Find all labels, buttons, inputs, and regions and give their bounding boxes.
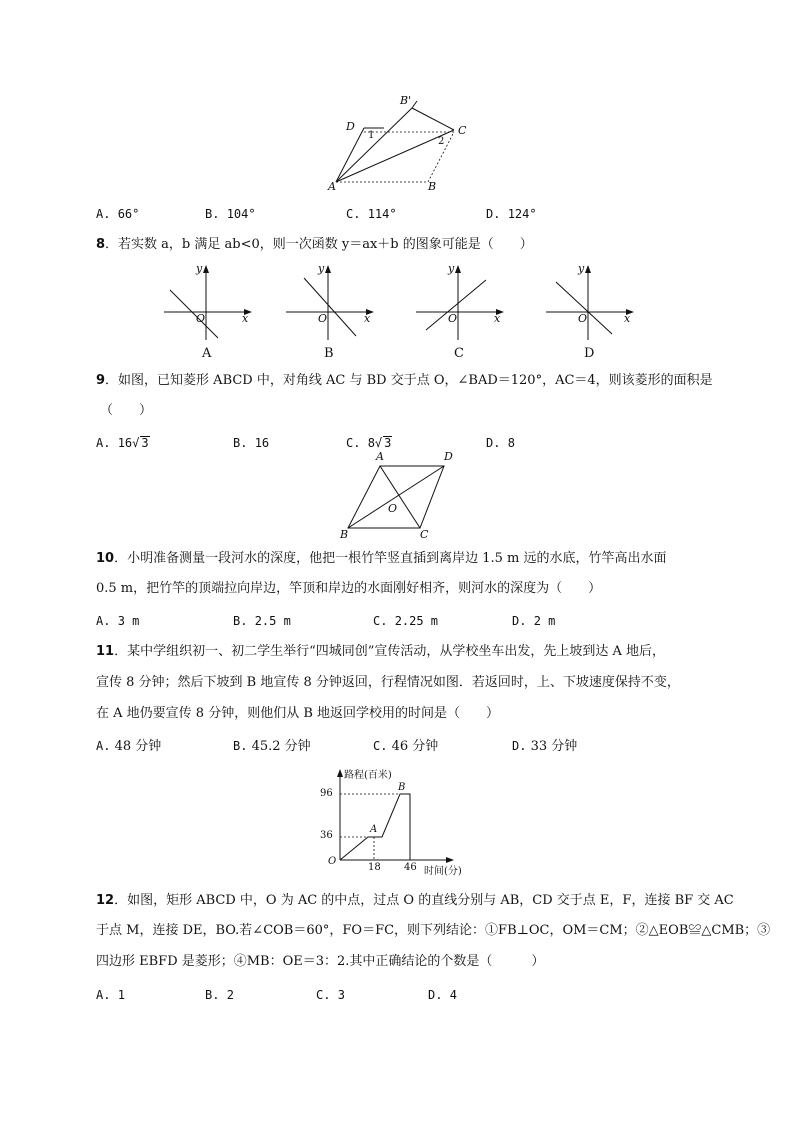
q10-number: 10: [96, 551, 115, 566]
q8-number: 8: [96, 237, 106, 252]
q12-option-b: B. 2: [205, 988, 234, 1002]
q7-label-c: C: [458, 124, 467, 137]
q11-point-b: B: [398, 782, 406, 793]
q9-option-a: A. 16√ 3: [96, 436, 149, 450]
q11-option-d: D. 33 分钟: [512, 739, 578, 754]
q9-figure: [336, 450, 466, 542]
q9-option-c: C. 8√ 3: [346, 436, 392, 450]
q11-graph: [310, 764, 480, 876]
q12-option-c: C. 3: [316, 988, 345, 1002]
q11-tick-96: 96: [320, 788, 333, 799]
q11-xlabel: 时间(分): [424, 866, 462, 877]
q10-question-line1: [96, 550, 667, 568]
q11-option-a: A. 48 分钟: [96, 739, 162, 754]
q7-label-angle1: 1: [368, 130, 375, 141]
q9-question-line2: （ ）: [100, 403, 153, 418]
q8-text: ．若实数 a，b 满足 ab<0，则一次函数 y＝ax＋b 的图象可能是（ ）: [105, 237, 533, 252]
q8-c-x: x: [494, 312, 501, 325]
q8-c-o: O: [448, 312, 458, 325]
q8-d-o: O: [578, 312, 588, 325]
q12-text-1: ．如图，矩形 ABCD 中，O 为 AC 的中点，过点 O 的直线分别与 AB，CD 交于点 E，F，连接 BF 交 AC: [114, 893, 734, 908]
q11-question-line2: 宣传 8 分钟；然后下坡到 B 地宣传 8 分钟返回，行程情况如图．若返回时，上、下坡速度保持不变，: [96, 675, 680, 690]
q11-origin: O: [328, 856, 337, 867]
q8-b-y: y: [318, 262, 325, 275]
q11-option-c: C. 46 分钟: [373, 739, 439, 754]
q9-label-a: A: [376, 450, 384, 463]
q11-ylabel: 路程(百米): [344, 770, 392, 781]
q8-b-x: x: [364, 312, 371, 325]
q7-label-angle2: 2: [438, 136, 445, 147]
q11-question-line3: 在 A 地仍要宣传 8 分钟，则他们从 B 地返回学校用的时间是（ ）: [96, 706, 500, 721]
q8-a-y: y: [196, 262, 203, 275]
q9-question-line1: [96, 372, 713, 390]
q10-option-d: D. 2 m: [512, 614, 556, 628]
q12-question-line1: [96, 892, 734, 910]
q9-label-b: B: [340, 528, 349, 541]
q8-d-caption: D: [584, 346, 595, 361]
q8-question: [96, 236, 533, 254]
q12-question-line3: 四边形 EBFD 是菱形；④MB：OE＝3：2.其中正确结论的个数是（ ）: [96, 954, 545, 969]
q10-question-line2: 0.5 m，把竹竿的顶端拉向岸边，竿顶和岸边的水面刚好相齐，则河水的深度为（ ）: [96, 581, 602, 596]
q8-graph-d: [542, 262, 638, 362]
q10-option-b: B. 2.5 m: [233, 614, 291, 628]
q9-label-c: C: [420, 528, 429, 541]
q7-label-d: D: [346, 120, 355, 133]
q11-number: 11: [96, 644, 115, 659]
q8-c-caption: C: [454, 346, 464, 361]
q12-option-a: A. 1: [96, 988, 125, 1002]
q10-option-c: C. 2.25 m: [373, 614, 439, 628]
q8-graph-b: [282, 262, 378, 362]
q11-tick-18: 18: [368, 862, 381, 873]
q9-label-d: D: [444, 450, 453, 463]
q12-question-line2: 于点 M，连接 DE，BO.若∠COB＝60°，FO＝FC，则下列结论：①FB⊥OC，OM＝CM；②△EOB≌△CMB；③: [96, 923, 771, 938]
q8-d-y: y: [578, 262, 585, 275]
q8-c-y: y: [448, 262, 455, 275]
q8-a-o: O: [196, 312, 206, 325]
q8-graph-c: [412, 262, 508, 362]
q10-option-a: A. 3 m: [96, 614, 140, 628]
q8-a-x: x: [242, 312, 249, 325]
q7-label-a: A: [328, 180, 336, 193]
q7-option-b: B. 104°: [205, 207, 256, 221]
q7-label-b1: B': [400, 94, 412, 107]
q7-option-d: D. 124°: [486, 207, 537, 221]
q12-option-d: D. 4: [428, 988, 457, 1002]
q7-label-b: B: [428, 180, 437, 193]
q7-figure-svg: [322, 98, 472, 194]
q11-tick-46: 46: [404, 862, 417, 873]
q9-option-d: D. 8: [486, 436, 515, 450]
q11-option-b: B. 45.2 分钟: [233, 739, 311, 754]
q7-figure: [322, 94, 472, 194]
q8-d-x: x: [624, 312, 631, 325]
q11-tick-36: 36: [320, 830, 333, 841]
q9-text-1: ．如图，已知菱形 ABCD 中，对角线 AC 与 BD 交于点 O，∠BAD＝120°，AC＝4，则该菱形的面积是: [105, 373, 713, 388]
q11-point-a: A: [370, 824, 378, 835]
q11-text-1: ．某中学组织初一、初二学生举行“四城同创”宣传活动，从学校坐车出发，先上坡到达 A 地后，: [114, 644, 666, 659]
q8-b-o: O: [318, 312, 328, 325]
q9-label-o: O: [388, 502, 398, 515]
q7-option-c: C. 114°: [346, 207, 397, 221]
q8-a-caption: A: [202, 346, 212, 361]
q12-number: 12: [96, 893, 115, 908]
q10-text-1: ．小明准备测量一段河水的深度，他把一根竹竿竖直插到离岸边 1.5 m 远的水底，竹竿高出水面: [114, 551, 667, 566]
q11-question-line1: [96, 643, 665, 661]
q9-number: 9: [96, 373, 106, 388]
q9-option-b: B. 16: [233, 436, 270, 450]
q8-graph-a: [160, 262, 256, 362]
q8-b-caption: B: [324, 346, 334, 361]
q7-option-a: A. 66°: [96, 207, 140, 221]
